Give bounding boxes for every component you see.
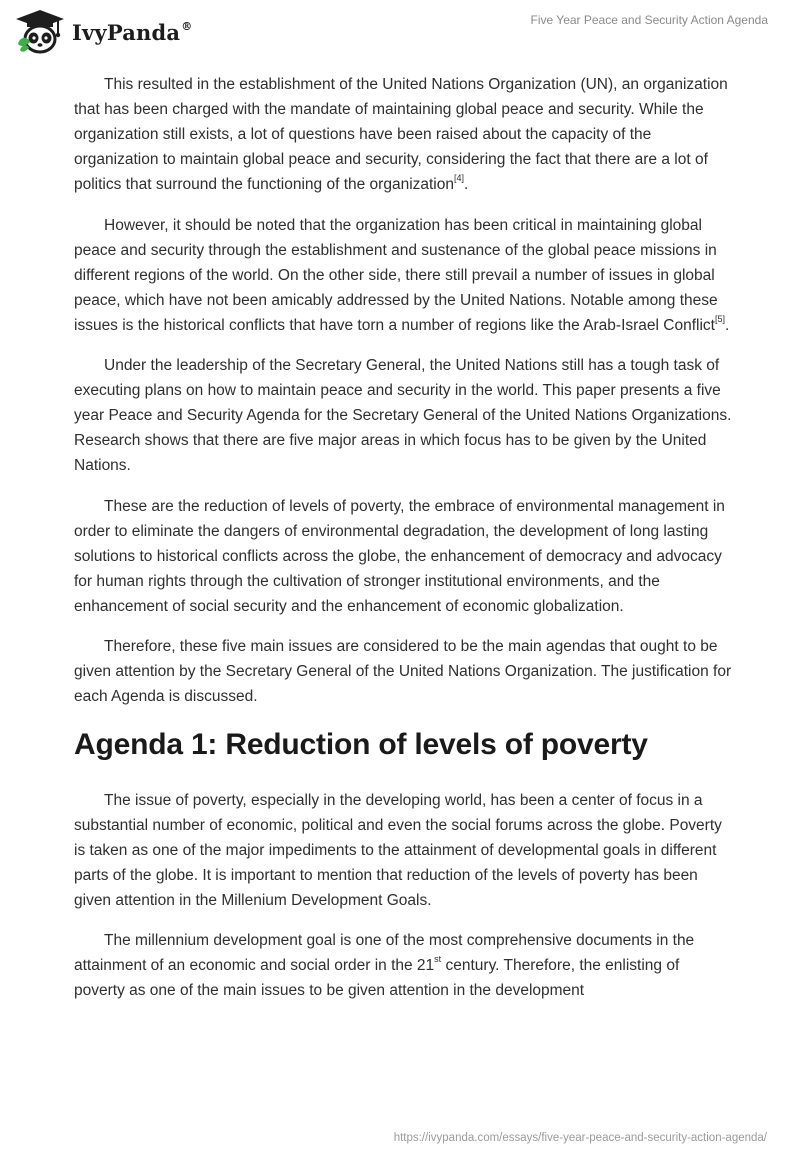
paragraph-4: These are the reduction of levels of poverty, the embrace of environmental management in order to eliminate the dangers of environmental degradation, the development of long lasting solutions to historical conflicts across the globe, the enhancement of democracy and advocacy for human rights through the cultivation of stronger institutional environments, and the enhancement of social security and the enhancement of economic globalization. — [74, 497, 725, 615]
document-title: Five Year Peace and Security Action Agenda — [530, 13, 768, 27]
registered-mark: ® — [181, 19, 193, 33]
section-heading: Agenda 1: Reduction of levels of poverty — [74, 727, 648, 761]
panda-graduate-icon — [14, 8, 66, 56]
paragraph-5: Therefore, these five main issues are considered to be the main agendas that ought to be given attention by the Secretary General of the United Nations Organization. The justification for each Agenda is discussed. — [74, 638, 732, 705]
ordinal-suffix: st — [434, 954, 442, 964]
citation-4[interactable]: [4] — [454, 173, 465, 183]
paragraph-3: Under the leadership of the Secretary General, the United Nations still has a tough task of executing plans on how to maintain peace and security in the world. This paper presents a five year Peace and Security Agenda for the Secretary General of the United Nations Organizations. Research shows that there are five major areas in which focus has to be given by the United Nations. — [74, 357, 732, 474]
paragraph-6: The issue of poverty, especially in the developing world, has been a center of focus in a substantial number of economic, political and even the social forums across the globe. Poverty is taken as one of the major impediments to the attainment of developmental goals in different parts of the globe. It is important to mention that reduction of the levels of poverty has been given attention in the Millenium Development Goals. — [74, 791, 722, 909]
citation-5[interactable]: [5] — [714, 313, 725, 324]
brand-name: IvyPanda® — [72, 19, 193, 45]
page-header — [0, 0, 800, 62]
ivypanda-logo[interactable] — [14, 8, 192, 56]
paragraph-2: However, it should be noted that the organization has been critical in maintaining global peace and security through the establishment and sustenance of the global peace missions in different regions of the world. On the other side, there still prevail a number of issues in global peace, which have not been amicably addressed by the United Nations. Notable among these issues is the historical conflicts that have torn a number of regions like the Arab-Israel Conflict[5]. — [74, 216, 730, 334]
paragraph-1: This resulted in the establishment of the United Nations Organization (UN), an organization that has been charged with the mandate of maintaining global peace and security. While the organization still exists, a lot of questions have been raised about the capacity of the organization to maintain global peace and security, considering the fact that there are a lot of politics that surround the functioning of the organization[4]. — [74, 76, 728, 193]
paragraph-7: The millennium development goal is one of the most comprehensive documents in the attainment of an economic and social order in the 21st century. Therefore, the enlisting of poverty as one of the main issues to be given attention in the development — [74, 932, 695, 999]
source-url[interactable]: https://ivypanda.com/essays/five-year-peace-and-security-action-agenda/ — [393, 1132, 767, 1144]
essay-body — [74, 72, 734, 1019]
